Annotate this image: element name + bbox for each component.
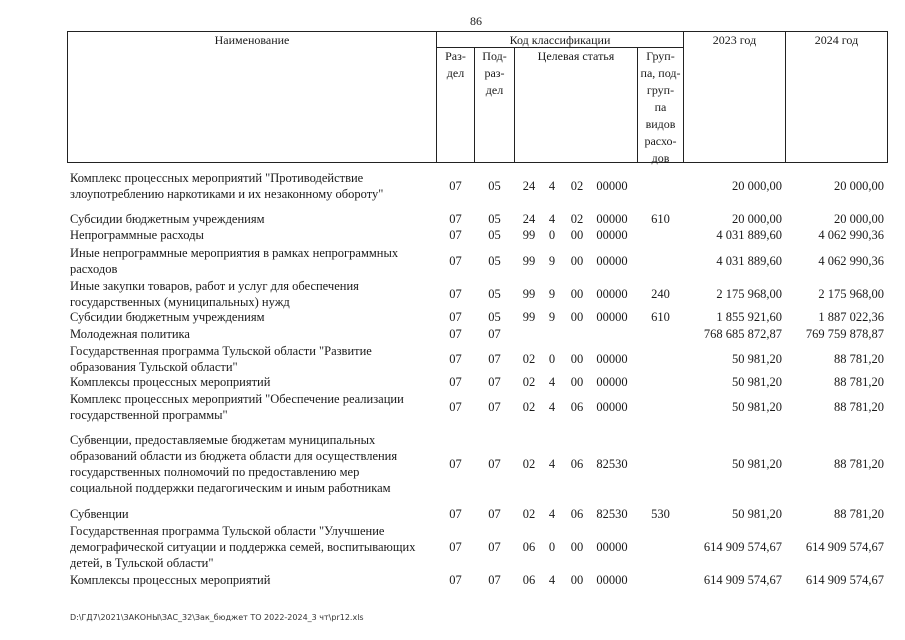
row-name: Молодежная политика <box>70 327 190 341</box>
cell-y1: 2 175 968,00 <box>716 287 782 301</box>
cell-c1: 06 <box>522 540 536 554</box>
cell-pr: 05 <box>488 212 501 226</box>
cell-y2: 88 781,20 <box>834 457 884 471</box>
cell-c4: 00000 <box>596 310 628 324</box>
cell-y2: 20 000,00 <box>834 179 884 193</box>
cell-c4: 00000 <box>596 287 628 301</box>
cell-c3: 02 <box>570 179 584 193</box>
cell-c2: 0 <box>548 540 556 554</box>
cell-y2: 88 781,20 <box>834 507 884 521</box>
cell-c3: 06 <box>570 507 584 521</box>
cell-y1: 50 981,20 <box>732 507 782 521</box>
cell-c4: 00000 <box>596 179 628 193</box>
cell-pr: 07 <box>488 327 501 341</box>
row-name: Субвенции <box>70 507 129 521</box>
cell-c1: 02 <box>522 375 536 389</box>
cell-c2: 0 <box>548 228 556 242</box>
cell-c4: 00000 <box>596 573 628 587</box>
cell-c1: 99 <box>522 228 536 242</box>
cell-c1: 99 <box>522 287 536 301</box>
cell-y1: 50 981,20 <box>732 400 782 414</box>
cell-r: 07 <box>449 228 462 242</box>
cell-y2: 20 000,00 <box>834 212 884 226</box>
row-name: Субсидии бюджетным учреждениям <box>70 212 265 226</box>
cell-c2: 4 <box>548 400 556 414</box>
cell-y2: 2 175 968,00 <box>818 287 884 301</box>
cell-y2: 614 909 574,67 <box>805 573 884 587</box>
cell-vr: 610 <box>651 212 670 226</box>
cell-pr: 07 <box>488 507 501 521</box>
cell-pr: 07 <box>488 352 501 366</box>
header-year-2023: 2023 год <box>712 33 757 47</box>
cell-pr: 05 <box>488 228 501 242</box>
cell-c1: 02 <box>522 457 536 471</box>
cell-r: 07 <box>449 573 462 587</box>
cell-y2: 4 062 990,36 <box>818 228 884 242</box>
header-name: Наименование <box>214 33 290 47</box>
cell-c4: 00000 <box>596 375 628 389</box>
cell-y1: 50 981,20 <box>732 375 782 389</box>
cell-pr: 07 <box>488 457 501 471</box>
cell-y1: 4 031 889,60 <box>716 254 782 268</box>
cell-vr: 240 <box>651 287 670 301</box>
cell-y1: 614 909 574,67 <box>703 573 782 587</box>
cell-y2: 769 759 878,87 <box>805 327 884 341</box>
cell-c3: 00 <box>570 287 584 301</box>
row-name: Непрограммные расходы <box>70 228 204 242</box>
cell-c2: 4 <box>548 457 556 471</box>
cell-c4: 00000 <box>596 352 628 366</box>
cell-y2: 4 062 990,36 <box>818 254 884 268</box>
cell-r: 07 <box>449 507 462 521</box>
cell-c4: 82530 <box>596 457 628 471</box>
cell-c1: 24 <box>522 179 536 193</box>
cell-r: 07 <box>449 327 462 341</box>
cell-c2: 4 <box>548 507 556 521</box>
cell-r: 07 <box>449 179 462 193</box>
cell-r: 07 <box>449 540 462 554</box>
cell-c1: 99 <box>522 310 536 324</box>
cell-c4: 00000 <box>596 228 628 242</box>
cell-c1: 02 <box>522 352 536 366</box>
cell-c2: 4 <box>548 375 556 389</box>
row-name: Комплексы процессных мероприятий <box>70 375 271 389</box>
header-razdel: Раз- дел <box>445 49 466 80</box>
cell-c3: 00 <box>570 375 584 389</box>
cell-c1: 24 <box>522 212 536 226</box>
cell-vr: 610 <box>651 310 670 324</box>
row-name: Субвенции, предоставляемые бюджетам муниципальных образований области из бюджета области для осуществления государственных полномочий по предоставлению мер социальной поддержки педагогическим и иным работникам <box>70 433 398 495</box>
cell-pr: 05 <box>488 310 501 324</box>
cell-c2: 4 <box>548 179 556 193</box>
cell-c2: 9 <box>548 310 556 324</box>
cell-c4: 00000 <box>596 400 628 414</box>
row-name: Субсидии бюджетным учреждениям <box>70 310 265 324</box>
cell-y2: 88 781,20 <box>834 375 884 389</box>
cell-pr: 05 <box>488 254 501 268</box>
cell-c3: 00 <box>570 352 584 366</box>
header-podrazdel: Под- раз- дел <box>482 49 507 97</box>
cell-vr: 530 <box>651 507 670 521</box>
cell-c3: 00 <box>570 254 584 268</box>
cell-c1: 06 <box>522 573 536 587</box>
cell-c3: 02 <box>570 212 584 226</box>
page-number: 86 <box>470 14 482 28</box>
cell-y1: 50 981,20 <box>732 457 782 471</box>
cell-y1: 4 031 889,60 <box>716 228 782 242</box>
cell-c2: 4 <box>548 212 556 226</box>
cell-c2: 4 <box>548 573 556 587</box>
cell-pr: 07 <box>488 400 501 414</box>
cell-c1: 02 <box>522 507 536 521</box>
row-name: Государственная программа Тульской области "Улучшение демографической ситуации и поддержка семей, воспитывающих детей, в Тульской области" <box>70 524 416 570</box>
cell-c3: 06 <box>570 457 584 471</box>
row-name: Комплекс процессных мероприятий "Противодействие злоупотреблению наркотиками и их незаконному обороту" <box>70 171 384 201</box>
cell-y2: 88 781,20 <box>834 400 884 414</box>
cell-r: 07 <box>449 375 462 389</box>
cell-y1: 1 855 921,60 <box>716 310 782 324</box>
row-name: Комплекс процессных мероприятий "Обеспечение реализации государственной программы" <box>70 392 404 422</box>
cell-r: 07 <box>449 352 462 366</box>
cell-y1: 20 000,00 <box>732 179 782 193</box>
cell-c3: 00 <box>570 228 584 242</box>
cell-c2: 9 <box>548 254 556 268</box>
cell-r: 07 <box>449 254 462 268</box>
row-name: Комплексы процессных мероприятий <box>70 573 271 587</box>
header-gruppa: Груп- па, под- груп- па видов расхо- дов <box>640 49 681 165</box>
cell-y1: 614 909 574,67 <box>703 540 782 554</box>
cell-y1: 768 685 872,87 <box>703 327 782 341</box>
cell-c4: 00000 <box>596 254 628 268</box>
cell-pr: 07 <box>488 573 501 587</box>
cell-r: 07 <box>449 287 462 301</box>
cell-c3: 00 <box>570 573 584 587</box>
footer-file-path: D:\ГД7\2021\ЗАКОНЫ\ЗАС_32\Зак_бюджет ТО 2022-2024_3 чт\pr12.xls <box>70 613 364 622</box>
cell-y2: 1 887 022,36 <box>818 310 884 324</box>
cell-y1: 20 000,00 <box>732 212 782 226</box>
row-name: Государственная программа Тульской области "Развитие образования Тульской области" <box>70 344 372 374</box>
row-name: Иные непрограммные мероприятия в рамках непрограммных расходов <box>70 246 399 276</box>
cell-c2: 0 <box>548 352 556 366</box>
cell-r: 07 <box>449 212 462 226</box>
cell-pr: 07 <box>488 375 501 389</box>
cell-c1: 99 <box>522 254 536 268</box>
header-celevaya: Целевая статья <box>537 49 615 63</box>
cell-c1: 02 <box>522 400 536 414</box>
row-name: Иные закупки товаров, работ и услуг для обеспечения государственных (муниципальных) нужд <box>70 279 359 309</box>
cell-c4: 82530 <box>596 507 628 521</box>
cell-r: 07 <box>449 310 462 324</box>
header-code: Код классификации <box>509 33 611 47</box>
header-year-2024: 2024 год <box>814 33 859 47</box>
cell-c2: 9 <box>548 287 556 301</box>
cell-y2: 88 781,20 <box>834 352 884 366</box>
cell-pr: 05 <box>488 179 501 193</box>
cell-c4: 00000 <box>596 540 628 554</box>
cell-c3: 06 <box>570 400 584 414</box>
cell-y2: 614 909 574,67 <box>805 540 884 554</box>
cell-c4: 00000 <box>596 212 628 226</box>
cell-c3: 00 <box>570 540 584 554</box>
cell-r: 07 <box>449 457 462 471</box>
cell-c3: 00 <box>570 310 584 324</box>
cell-pr: 07 <box>488 540 501 554</box>
cell-y1: 50 981,20 <box>732 352 782 366</box>
cell-pr: 05 <box>488 287 501 301</box>
cell-r: 07 <box>449 400 462 414</box>
